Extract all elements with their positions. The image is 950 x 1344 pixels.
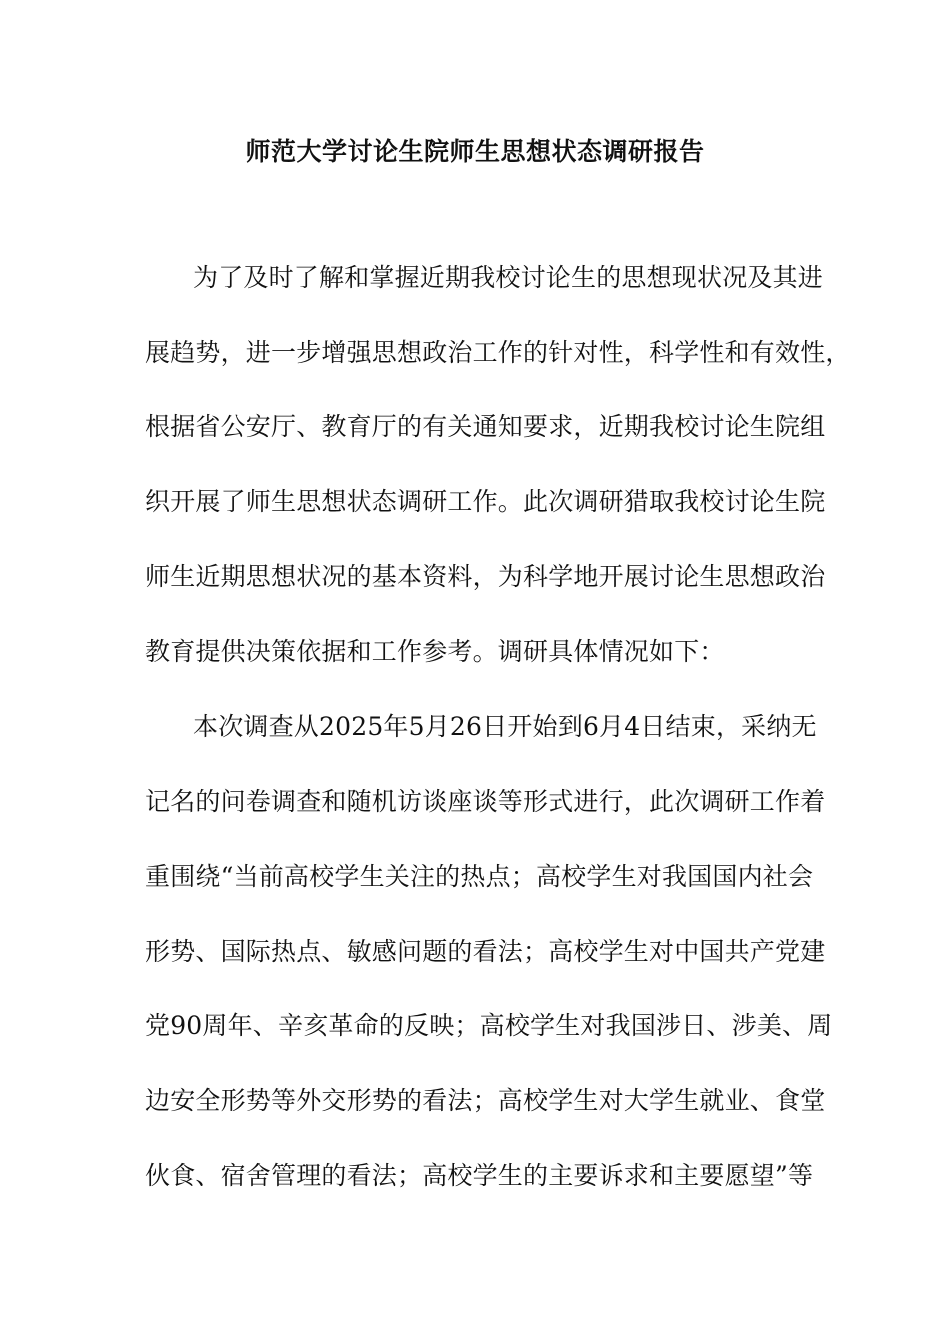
paragraph-2-line-7: 伙食、宿舍管理的看法；高校学生的主要诉求和主要愿望”等 (145, 1161, 814, 1190)
paragraph-1-line-5: 师生近期思想状况的基本资料，为科学地开展讨论生思想政治 (145, 562, 826, 591)
paragraph-1-line-6: 教育提供决策依据和工作参考。调研具体情况如下： (145, 637, 725, 666)
paragraph-1-line-2: 展趋势，进一步增强思想政治工作的针对性，科学性和有效性， (145, 338, 851, 367)
paragraph-1-line-4: 织开展了师生思想状态调研工作。此次调研猎取我校讨论生院 (145, 487, 826, 516)
paragraph-2-line-5: 党90周年、辛亥革命的反映；高校学生对我国涉日、涉美、周 (145, 1011, 833, 1040)
paragraph-2-line-1: 本次调查从2025年5月26日开始到6月4日结束，采纳无 (193, 712, 817, 741)
paragraph-2-line-3: 重围绕“当前高校学生关注的热点；高校学生对我国国内社会 (145, 862, 814, 891)
paragraph-2-line-2: 记名的问卷调查和随机访谈座谈等形式进行，此次调研工作着 (145, 787, 826, 816)
paragraph-2-line-4: 形势、国际热点、敏感问题的看法；高校学生对中国共产党建 (145, 937, 826, 966)
paragraph-1-line-3: 根据省公安厅、教育厅的有关通知要求，近期我校讨论生院组 (145, 412, 826, 441)
document-title: 师范大学讨论生院师生思想状态调研报告 (245, 137, 705, 166)
paragraph-2-line-6: 边安全形势等外交形势的看法；高校学生对大学生就业、食堂 (145, 1086, 826, 1115)
paragraph-1-line-1: 为了及时了解和掌握近期我校讨论生的思想现状况及其进 (193, 263, 824, 292)
